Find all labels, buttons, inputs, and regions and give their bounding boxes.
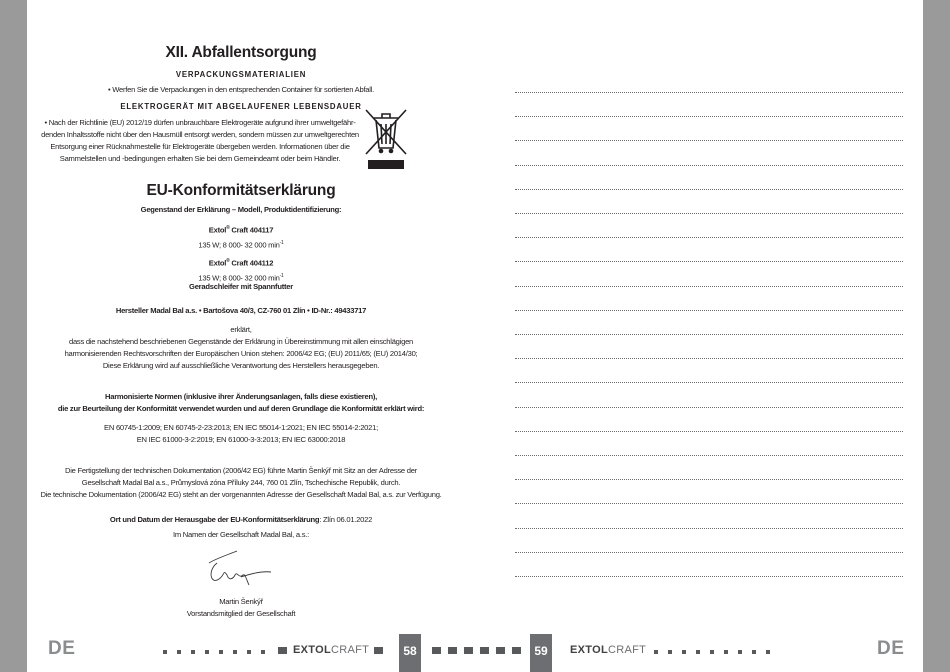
- norms-list: [17, 422, 465, 446]
- brand-light: CRAFT: [607, 644, 647, 656]
- on-behalf: Im Namen der Gesellschaft Madal Bal, a.s.:: [173, 530, 309, 539]
- note-line: [515, 140, 903, 141]
- right-page: [475, 0, 923, 672]
- note-line: [515, 382, 903, 383]
- packaging-text: • Werfen Sie die Verpackungen in den entsprechenden Container für sortierten Abfall.: [107, 85, 375, 94]
- place-date-value: : Zlín 06.01.2022: [319, 515, 373, 524]
- model-name: Extol® Craft 404117: [208, 225, 274, 235]
- note-line: [515, 407, 903, 408]
- norms-heading: [17, 391, 465, 415]
- signer-role: Vorstandsmitglied der Gesellschaft: [186, 609, 296, 618]
- section-title: XII. Abfallentsorgung: [165, 44, 317, 61]
- device-heading: ELEKTROGERÄT MIT ABGELAUFENER LEBENSDAUER: [120, 102, 362, 111]
- note-line: [515, 286, 903, 287]
- conformity-title: EU-Konformitätserklärung: [146, 182, 336, 199]
- place-date: [17, 514, 465, 526]
- note-line: [515, 431, 903, 432]
- note-line: [515, 310, 903, 311]
- norms-line: EN 60745-1:2009; EN 60745-2-23:2013; EN IEC 55014-1:2021; EN IEC 55014-2:2021;: [104, 423, 378, 432]
- declaration-line: Diese Erklärung wird auf ausschließliche Verantwortung des Herstellers herausgegeben.: [102, 361, 380, 370]
- page-number-right: 59: [530, 634, 552, 672]
- brand-logo-right: [568, 644, 648, 656]
- documentation-line: Die technische Dokumentation (2006/42 EG) steht an der vorgenannten Adresse der Gesellschaft Madal Bal, a.s. zur Verfügung.: [40, 490, 442, 499]
- device-text: [17, 117, 383, 165]
- product-type: Geradschleifer mit Spannfutter: [189, 282, 293, 291]
- note-line: [515, 92, 903, 93]
- note-line: [515, 165, 903, 166]
- declaration-line: erklärt,: [230, 325, 252, 334]
- device-text-line: Entsorgung einer Rücknahmestelle für Elektrogeräte übergeben werden. Informationen über die: [50, 142, 350, 151]
- footer-dots-right-large: [432, 641, 528, 647]
- norms-heading-line: Harmonisierte Normen (inklusive ihrer Änderungsanlagen, falls diese existieren),: [104, 392, 378, 401]
- subject-label: Gegenstand der Erklärung – Modell, Produktidentifizierung:: [140, 205, 342, 214]
- declaration-text: [17, 324, 465, 372]
- note-line: [515, 189, 903, 190]
- brand-logo-left: [291, 644, 371, 656]
- language-label-left: DE: [48, 638, 76, 659]
- model-spec: 135 W; 8 000- 32 000 $\min^{-1}$: [198, 239, 284, 250]
- note-line: [515, 552, 903, 553]
- declaration-line: harmonisierenden Rechtsvorschriften der Europäischen Union stehen: 2006/42 EG; (EU) 2011/65; (EU) 2014/30;: [64, 349, 418, 358]
- note-line: [515, 213, 903, 214]
- brand-light: CRAFT: [330, 644, 370, 656]
- signature: [197, 545, 289, 589]
- note-line: [515, 237, 903, 238]
- model-spec: 135 W; 8 000- 32 000 $\min^{-1}$: [198, 272, 284, 283]
- note-line: [515, 261, 903, 262]
- packaging-heading: VERPACKUNGSMATERIALIEN: [175, 70, 307, 79]
- place-date-label: Ort und Datum der Herausgabe der EU-Konformitätserklärung: [109, 515, 320, 524]
- documentation-line: Die Fertigstellung der technischen Dokumentation (2006/42 EG) führte Martin Šenkýř mit Sitz an der Adresse der: [65, 466, 417, 475]
- page-number-left: 58: [399, 634, 421, 672]
- declaration-line: dass die nachstehend beschriebenen Gegenstände der Erklärung in Übereinstimmung mit allen einschlägigen: [68, 337, 414, 346]
- device-text-line: denden Inhaltsstoffe nicht über den Hausmüll entsorgt werden, sondern müssen zur umweltgerechten: [41, 130, 359, 139]
- note-line: [515, 503, 903, 504]
- footer-dots-left-small: [163, 641, 275, 647]
- model-name: Extol® Craft 404112: [208, 258, 274, 268]
- note-line: [515, 116, 903, 117]
- model-block: [17, 222, 465, 284]
- language-label-right: DE: [877, 638, 905, 659]
- manufacturer: Hersteller Madal Bal a.s. • Bartošova 40/3, CZ-760 01 Zlín • ID-Nr.: 49433717: [115, 306, 367, 315]
- norms-line: EN IEC 61000-3-2:2019; EN 61000-3-3:2013; EN IEC 63000:2018: [136, 435, 346, 444]
- note-line: [515, 576, 903, 577]
- weee-crossed-bin-icon: [364, 106, 408, 170]
- norms-heading-line: die zur Beurteilung der Konformität verwendet wurden und auf deren Grundlage die Konformität erklärt wird:: [57, 404, 425, 413]
- device-text-line: • Nach der Richtlinie (EU) 2012/19 dürfen unbrauchbare Elektrogeräte aufgrund ihrer umweltgefähr-: [44, 118, 356, 127]
- documentation-text: [17, 465, 465, 501]
- note-line: [515, 334, 903, 335]
- brand-bold: EXTOL: [293, 644, 331, 656]
- signer-name: Martin Šenkýř: [219, 597, 263, 606]
- note-line: [515, 455, 903, 456]
- device-text-line: Sammelstellen und -bedingungen erhalten Sie bei dem Gemeindeamt oder beim Händler.: [59, 154, 341, 163]
- note-line: [515, 358, 903, 359]
- documentation-line: Gesellschaft Madal Bal a.s., Průmyslová zóna Příluky 244, 760 01 Zlín, Tschechische Republik, durch.: [81, 478, 401, 487]
- note-line: [515, 528, 903, 529]
- note-line: [515, 479, 903, 480]
- brand-bold: EXTOL: [570, 644, 608, 656]
